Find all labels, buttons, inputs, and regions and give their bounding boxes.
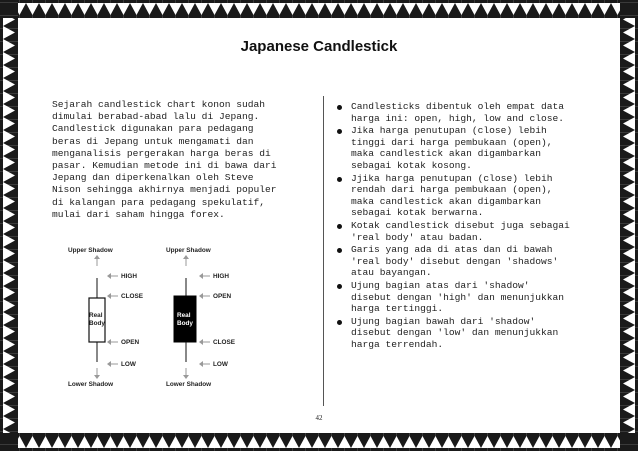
bullet-icon (337, 224, 342, 229)
top-border-pattern (0, 0, 638, 18)
bullet-item: Candlesticks dibentuk oleh empat data harga ini: open, high, low and close. (333, 101, 598, 124)
bullet-item: Ujung bagian bawah dari 'shadow' disebut dengan 'low' dan menunjukkan harga terrendah. (333, 316, 598, 351)
bullet-icon (337, 284, 342, 289)
arrow-left-icon (199, 293, 203, 299)
arrow-left-icon (107, 293, 111, 299)
candlestick-diagram (60, 240, 280, 400)
real-body-label-right-2: Body (177, 320, 193, 327)
right-border-pattern (620, 0, 638, 451)
arrow-up-icon (94, 255, 100, 259)
left-border-pattern (0, 0, 18, 451)
upper-shadow-label-left: Upper Shadow (68, 247, 113, 254)
low-label-left: LOW (121, 361, 136, 368)
lower-shadow-label-left: Lower Shadow (68, 381, 114, 388)
arrow-left-icon (199, 339, 203, 345)
high-label-right: HIGH (213, 273, 229, 280)
arrow-left-icon (107, 273, 111, 279)
bullet-item: Garis yang ada di atas dan di bawah 'real body' disebut dengan 'shadows' atau bayangan. (333, 244, 598, 279)
bullet-item: Ujung bagian atas dari 'shadow' disebut dengan 'high' dan menunjukkan harga tertinggi. (333, 280, 598, 315)
arrow-left-icon (199, 361, 203, 367)
bullet-icon (337, 320, 342, 325)
arrow-up-icon (183, 255, 189, 259)
page-number: 42 (315, 414, 323, 422)
upper-shadow-label-right: Upper Shadow (166, 247, 211, 254)
arrow-left-icon (199, 273, 203, 279)
column-divider (323, 96, 324, 406)
lower-shadow-label-right: Lower Shadow (166, 381, 212, 388)
bullet-list (333, 101, 598, 351)
bullet-item: Kotak candlestick disebut juga sebagai 'real body' atau badan. (333, 220, 598, 243)
bullet-item: Jjika harga penutupan (close) lebih rendah dari harga pembukaan (open), maka candlestick akan digambarkan sebagai kotak berwarna. (333, 173, 598, 219)
page-title: Japanese Candlestick (240, 38, 398, 55)
arrow-down-icon (94, 375, 100, 379)
arrow-left-icon (107, 339, 111, 345)
real-body-label-left-1: Real (89, 312, 103, 319)
real-body-label-right-1: Real (177, 312, 191, 319)
open-label-right: OPEN (213, 293, 232, 300)
low-label-right: LOW (213, 361, 228, 368)
arrow-left-icon (107, 361, 111, 367)
close-label-left: CLOSE (121, 293, 144, 300)
intro-paragraph: Sejarah candlestick chart konon sudah dimulai berabad-abad lalu di Jepang. Candlestick digunakan para pedagang beras di Jepang untuk mengamati dan menganalisis pergerakan harga beras di pasar. Kemudian metode ini di bawa dari Jepang dan diperkenalkan oleh Steve Nison sehingga akhirnya menjadi populer di kalangan para pedagang spekulatif, mulai dari saham hingga forex. (52, 99, 277, 220)
open-label-left: OPEN (121, 339, 140, 346)
bullet-item: Jika harga penutupan (close) lebih tinggi dari harga pembukaan (open), maka candlestick akan digambarkan sebagai kotak kosong. (333, 125, 598, 171)
filled-candle-body (174, 296, 196, 342)
bullet-icon (337, 177, 342, 182)
close-label-right: CLOSE (213, 339, 236, 346)
bullet-icon (337, 248, 342, 253)
bottom-border-pattern (0, 433, 638, 451)
arrow-down-icon (183, 375, 189, 379)
real-body-label-left-2: Body (89, 320, 105, 327)
bullet-icon (337, 105, 342, 110)
bullet-icon (337, 129, 342, 134)
high-label-left: HIGH (121, 273, 137, 280)
